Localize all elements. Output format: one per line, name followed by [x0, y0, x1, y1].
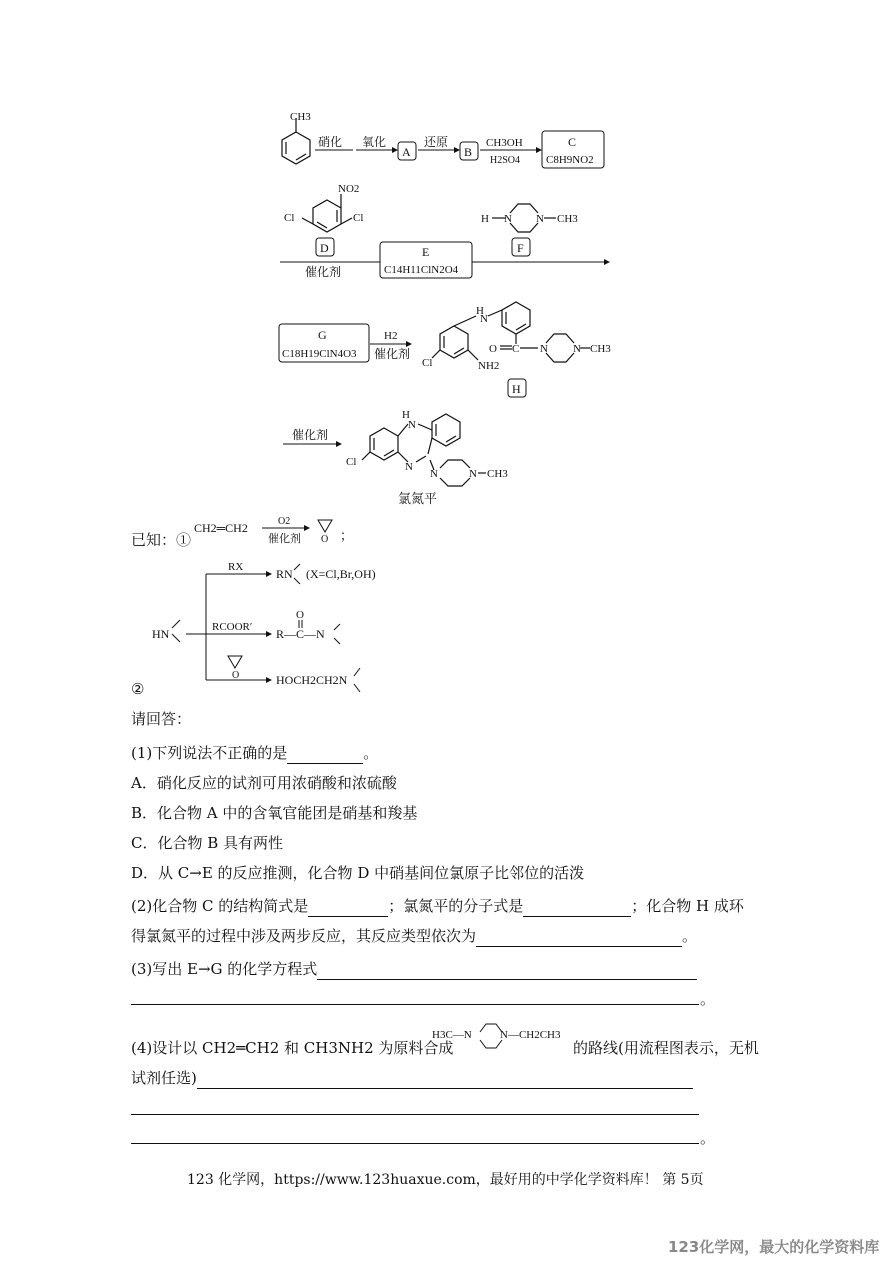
option-b: B．化合物 A 中的含氧官能团是硝基和羧基: [131, 804, 418, 822]
synthesis-scheme: [0, 0, 893, 520]
q4-mol-right: N—CH2CH3: [500, 1029, 561, 1041]
watermark: 123化学网，最大的化学资料库: [668, 1238, 880, 1256]
question-2-line2: [131, 925, 697, 947]
q1-answer-blank[interactable]: [287, 747, 363, 764]
h-cl-label: Cl: [422, 357, 433, 369]
compound-f-structure: [492, 204, 556, 232]
row4-catalyst-label: 催化剂: [292, 428, 329, 442]
eq1-top: O2: [278, 516, 291, 527]
box-b-label: B: [464, 145, 473, 159]
box-e-formula: C14H11ClN2O4: [384, 264, 459, 276]
f-n1: N: [504, 213, 512, 225]
box-e-label: E: [422, 245, 430, 259]
option-d: D．从 C→E 的反应推测，化合物 D 中硝基间位氯原子比邻位的活泼: [131, 864, 585, 882]
clozapine-h-label: H: [402, 409, 410, 421]
row3-catalyst-label: 催化剂: [374, 347, 411, 361]
clozapine-n2-label: N: [430, 468, 438, 480]
question-1: [131, 742, 378, 764]
q4-mol-left: H3C—N: [432, 1029, 472, 1041]
arrow4-top-label: CH3OH: [486, 137, 523, 149]
known-eq1: [190, 512, 360, 548]
h-c-label: C: [512, 343, 520, 355]
known-prefix: 已知：①: [131, 531, 192, 549]
f-n2: N: [536, 213, 544, 225]
arrow4-bottom-label: H2SO4: [490, 155, 521, 166]
q4-text-b: 的路线(用流程图表示，无机: [573, 1039, 759, 1057]
box-d-label: D: [320, 241, 329, 255]
row3-h2-label: H2: [384, 330, 398, 342]
q2-text-a: (2)化合物 C 的结构简式是: [131, 897, 309, 915]
d-cl-right-label: Cl: [353, 212, 364, 224]
h-o-label: O: [489, 343, 497, 355]
q4-answer-line-2[interactable]: [131, 1114, 699, 1115]
d-no2-label: NO2: [338, 183, 360, 195]
h-ch3-label: CH3: [590, 343, 611, 355]
page-footer: 123 化学网，https://www.123huaxue.com，最好用的中学化学资料库！ 第 5页: [187, 1172, 704, 1188]
q3-answer-blank-1[interactable]: [317, 963, 697, 980]
box-c-formula: C8H9NO2: [546, 154, 594, 166]
q3-text: (3)写出 E→G 的化学方程式: [131, 960, 318, 978]
h-n1-label: N: [540, 343, 548, 355]
clozapine-n1-label: N: [405, 461, 413, 473]
h-nh2-label: NH2: [478, 360, 500, 372]
compound-h-structure: [432, 302, 590, 362]
d-cl-left-label: Cl: [284, 212, 295, 224]
q4-target-molecule: [432, 1018, 572, 1054]
compound-d-structure: [302, 194, 352, 232]
eq2-branch2-product: R—C—N: [276, 627, 325, 641]
f-h-label: H: [481, 213, 489, 225]
clozapine-ch3-label: CH3: [487, 468, 508, 480]
box-g-label: G: [318, 328, 327, 342]
eq2-branch1-note: (X=Cl,Br,OH): [306, 567, 376, 581]
h-n-label: N: [480, 313, 488, 325]
eq1-o: O: [321, 534, 329, 545]
toluene-structure: [282, 118, 310, 164]
eq2-branch2-label: RCOOR′: [212, 621, 253, 633]
box-c-label: C: [568, 135, 577, 149]
row2-catalyst-label: 催化剂: [305, 265, 342, 279]
known-num2: ②: [131, 680, 145, 698]
clozapine-n-top: N: [408, 419, 416, 431]
q2-answer-blank-3[interactable]: [476, 930, 682, 947]
h-n2-label: N: [573, 343, 581, 355]
arrow1-label: 硝化: [318, 135, 343, 149]
arrow3-label: 还原: [424, 135, 449, 149]
q3-end: 。: [700, 990, 716, 1008]
eq2-reactant: HN: [152, 627, 170, 641]
box-h-label: H: [512, 382, 521, 396]
clozapine-structure: [362, 414, 486, 486]
q2-answer-blank-1[interactable]: [308, 900, 388, 917]
box-a-label: A: [402, 145, 411, 159]
q1-text: (1)下列说法不正确的是: [131, 744, 288, 762]
q3-answer-line-2[interactable]: [131, 1004, 699, 1005]
known-eq2: [148, 556, 428, 696]
q2-text-c: ；化合物 H 成环: [631, 897, 744, 915]
question-4-line2: [131, 1067, 693, 1089]
eq1-reactant: CH2═CH2: [194, 521, 248, 535]
toluene-ch3-label: CH3: [290, 111, 311, 123]
q4-answer-line-3[interactable]: [131, 1143, 699, 1144]
option-a: A．硝化反应的试剂可用浓硝酸和浓硫酸: [131, 774, 397, 792]
question-2: [131, 895, 744, 917]
f-ch3-label: CH3: [557, 213, 578, 225]
q4-text-a: (4)设计以 CH2═CH2 和 CH3NH2 为原料合成: [131, 1039, 454, 1057]
arrow2-label: 氧化: [362, 135, 387, 149]
eq2-branch3-product: HOCH2CH2N: [276, 673, 348, 687]
clozapine-cl-label: Cl: [346, 456, 357, 468]
box-g-formula: C18H19ClN4O3: [282, 348, 357, 360]
q1-end: 。: [363, 744, 379, 762]
q4-answer-blank-1[interactable]: [197, 1072, 693, 1089]
clozapine-n3-label: N: [469, 468, 477, 480]
eq1-end: ；: [340, 528, 354, 543]
q2-text-d: 得氯氮平的过程中涉及两步反应，其反应类型依次为: [131, 927, 477, 945]
q2-answer-blank-2[interactable]: [523, 900, 631, 917]
eq2-branch1-product: RN: [276, 567, 293, 581]
question-3: [131, 958, 697, 980]
option-c: C．化合物 B 具有两性: [131, 834, 284, 852]
q4-text-c: 试剂任选): [131, 1069, 197, 1087]
box-f-label: F: [517, 241, 524, 255]
question-4: [131, 1037, 453, 1059]
questions-intro: 请回答：: [131, 710, 192, 728]
eq2-branch2-o: O: [296, 609, 304, 621]
h-nh-label: H: [476, 305, 484, 317]
q4-end: 。: [700, 1129, 716, 1147]
eq2-branch1-label: RX: [228, 561, 244, 573]
clozapine-name: 氯氮平: [398, 491, 438, 506]
eq1-bottom: 催化剂: [268, 533, 301, 545]
q2-text-b: ；氯氮平的分子式是: [388, 897, 524, 915]
q2-end: 。: [682, 927, 698, 945]
eq2-branch3-o: O: [232, 670, 240, 681]
